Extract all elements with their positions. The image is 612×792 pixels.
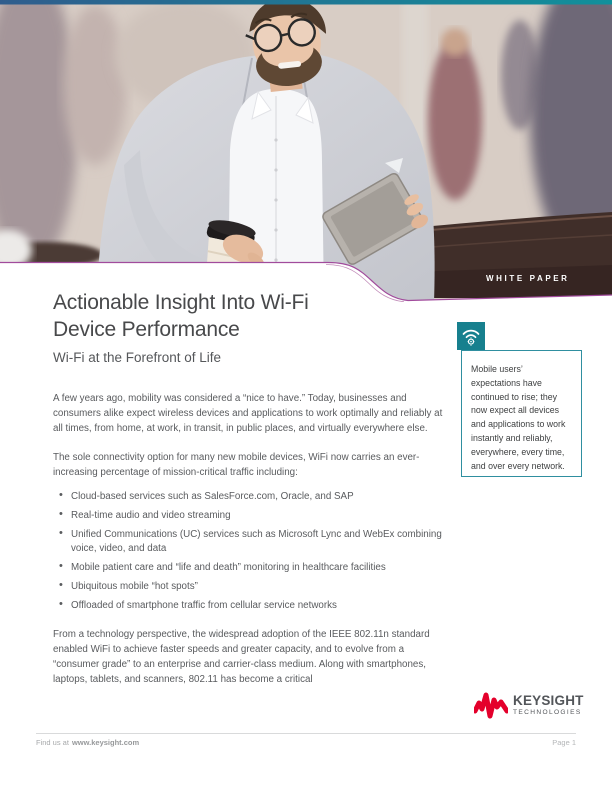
bullet-list — [53, 490, 445, 613]
logo-subtitle: TECHNOLOGIES — [513, 708, 582, 716]
page-title-line1: Actionable Insight Into Wi-Fi — [53, 291, 309, 314]
hero-photo — [0, 0, 612, 302]
list-item: • Mobile patient care and “life and death” monitoring in healthcare facilities — [71, 561, 445, 574]
title-block — [53, 289, 445, 367]
list-item: • Real-time audio and video streaming — [71, 509, 445, 522]
keysight-website-link[interactable]: www.keysight.com — [71, 738, 140, 747]
white-paper-badge: WHITE PAPER — [486, 274, 570, 283]
page-number: Page 1 — [552, 738, 576, 747]
callout-box — [461, 350, 582, 477]
page-title-line2: Device Performance — [53, 318, 240, 341]
list-item: • Cloud-based services such as SalesForce.com, Oracle, and SAP — [71, 490, 445, 503]
hero-photo-illustration — [0, 0, 612, 302]
list-item: • Offloaded of smartphone traffic from cellular service networks — [71, 599, 445, 612]
logo-name: KEYSIGHT — [513, 693, 584, 709]
footer — [36, 738, 576, 747]
paragraph-connectivity: The sole connectivity option for many new mobile devices, WiFi now carries an ever-increasing percentage of mission-critical traffic including: — [53, 451, 420, 478]
list-item: • Ubiquitous mobile “hot spots” — [71, 580, 445, 593]
keysight-spark-icon — [474, 691, 508, 719]
callout-text: Mobile users’ expectations have continued to rise; they now expect all devices and applications to work instantly and reliably, everywhere, every time, and over every network. — [471, 364, 566, 471]
top-accent-bar — [0, 0, 612, 5]
footer-find-us — [36, 738, 139, 747]
keysight-logo — [474, 691, 584, 719]
footer-divider — [36, 733, 576, 734]
footer-find-us-label: Find us at — [36, 738, 69, 747]
wifi-gear-icon — [457, 322, 485, 350]
page-subtitle: Wi-Fi at the Forefront of Life — [53, 350, 222, 365]
paragraph-technology: From a technology perspective, the widespread adoption of the IEEE 802.11n standard enabled WiFi to achieve faster speeds and greater capacity, and to evolve from a “consumer grade” to an enterprise and carrier-class medium. Along with smartphones, laptops, tablets, and scanners, 802.11 has become a critical — [53, 628, 430, 686]
keysight-logo-text — [513, 694, 584, 716]
paragraph-intro: A few years ago, mobility was considered a “nice to have.” Today, businesses and consumers alike expect wireless devices and applications to work optimally and reliably at all times, from home, at work, in transit, in public places, and virtually everywhere else. — [53, 393, 443, 435]
list-item: • Unified Communications (UC) services such as Microsoft Lync and WebEx combining voice, video, and data — [71, 528, 445, 555]
body-content — [53, 391, 445, 688]
